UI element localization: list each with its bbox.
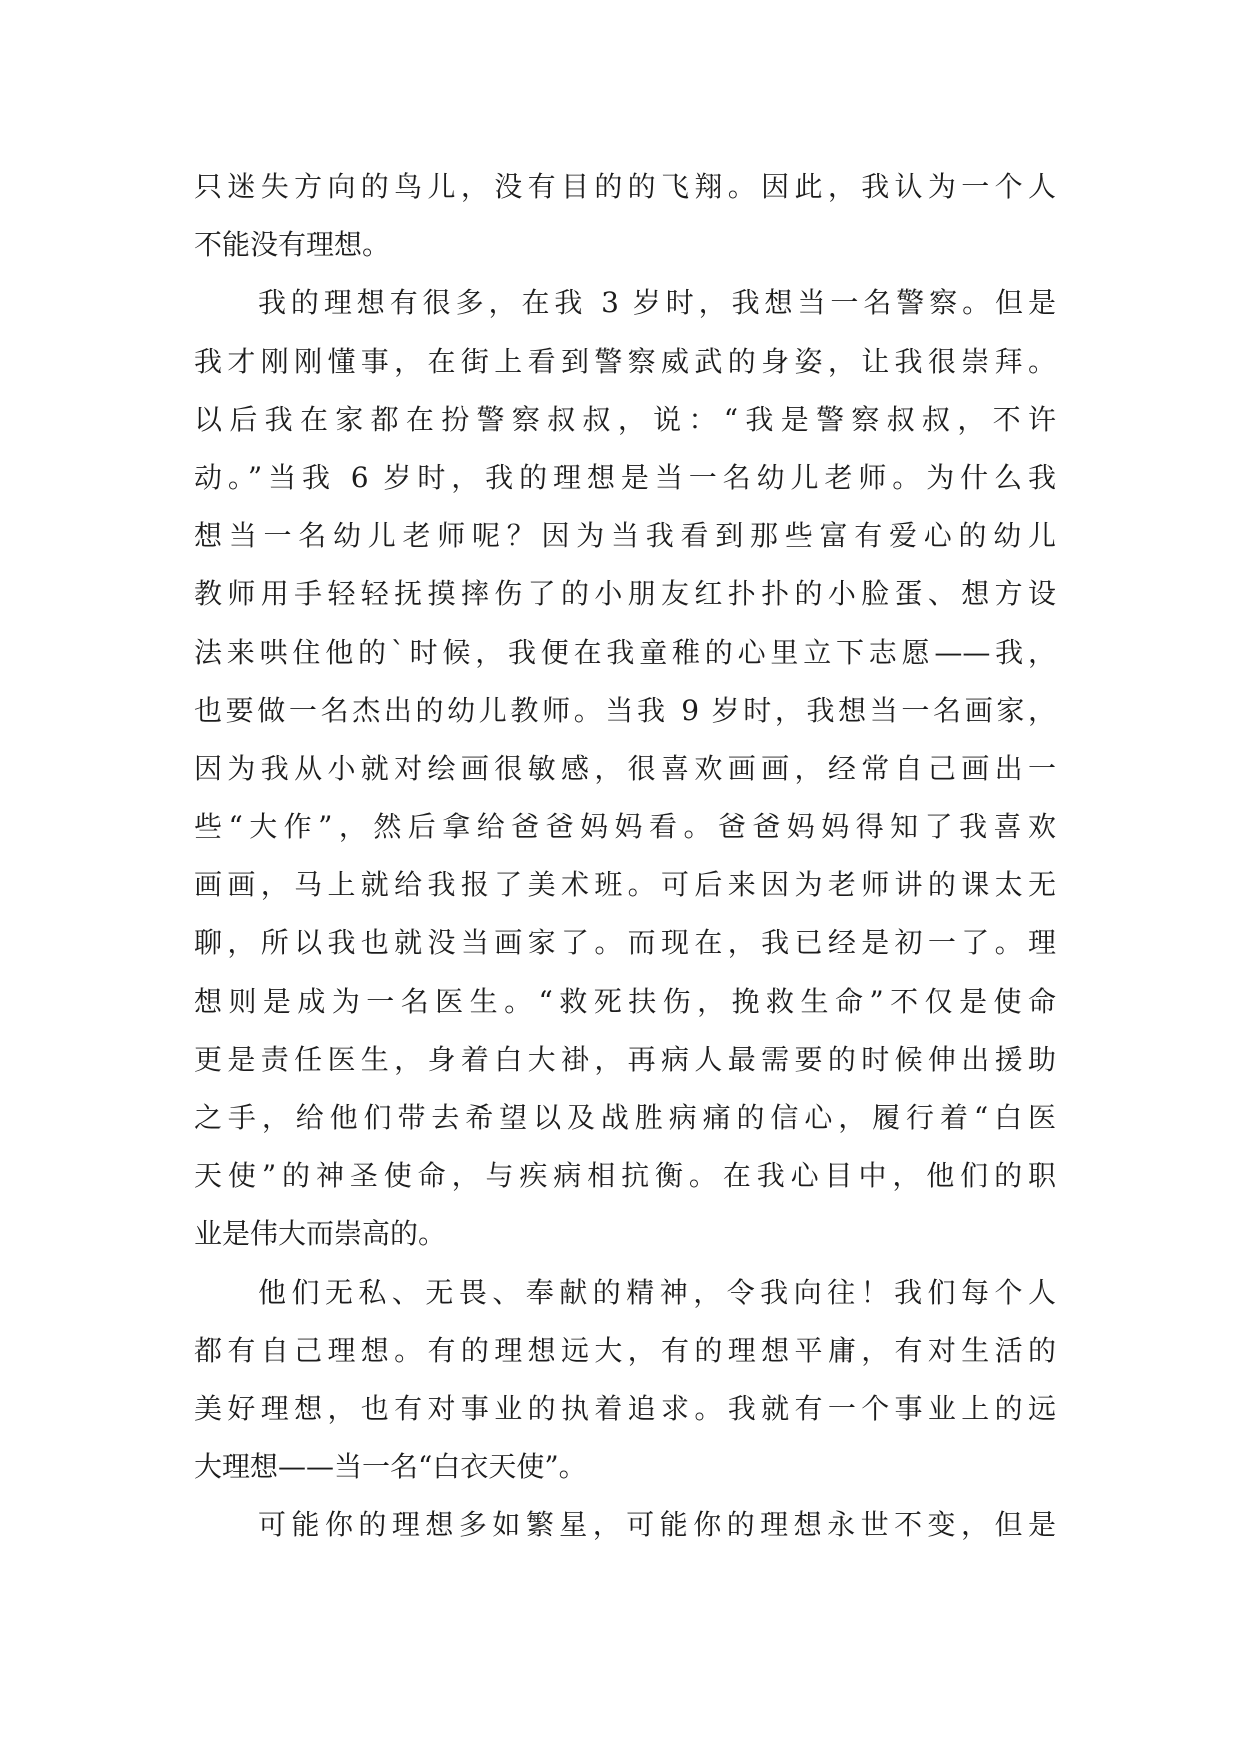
text-line: 美好理想，也有对事业的执着追求。我就有一个事业上的远: [194, 1391, 1056, 1425]
text-line: 因为我从小就对绘画很敏感，很喜欢画画，经常自己画出一: [194, 751, 1056, 785]
paragraph-4: [194, 1496, 1056, 1554]
text-line: 教师用手轻轻抚摸摔伤了的小朋友红扑扑的小脸蛋、想方设: [194, 577, 1056, 611]
text-line: 我的理想有很多，在我 3 岁时，我想当一名警察。但是: [258, 286, 1056, 320]
text-line: 更是责任医生，身着白大褂，再病人最需要的时候伸出援助: [194, 1042, 1056, 1076]
text-line: 法来哄住他的`时候，我便在我童稚的心里立下志愿——我，: [194, 635, 1056, 669]
text-line: 聊，所以我也就没当画家了。而现在，我已经是初一了。理: [194, 926, 1056, 960]
paragraph-2: [194, 274, 1056, 1263]
text-line: 只迷失方向的鸟儿，没有目的的飞翔。因此，我认为一个人: [194, 170, 1056, 203]
text-line: 业是伟大而崇高的。: [194, 1217, 447, 1251]
text-line: 可能你的理想多如繁星，可能你的理想永世不变，但是: [258, 1508, 1056, 1542]
text-line: 想则是成为一名医生。“救死扶伤，挽救生命”不仅是使命: [194, 984, 1056, 1018]
text-line: 以后我在家都在扮警察叔叔，说：“我是警察叔叔，不许: [194, 402, 1056, 436]
text-line: 之手，给他们带去希望以及战胜病痛的信心，履行着“白医: [194, 1101, 1056, 1134]
text-line: 些“大作”，然后拿给爸爸妈妈看。爸爸妈妈得知了我喜欢: [194, 810, 1056, 844]
text-line: 我才刚刚懂事，在街上看到警察威武的身姿，让我很崇拜。: [194, 344, 1056, 378]
text-line: 他们无私、无畏、奉献的精神，令我向往！我们每个人: [258, 1275, 1056, 1309]
text-line: 天使”的神圣使命，与疾病相抗衡。在我心目中，他们的职: [194, 1159, 1056, 1193]
text-line: 画画，马上就给我报了美术班。可后来因为老师讲的课太无: [194, 868, 1056, 902]
text-line: 大理想——当一名“白衣天使”。: [194, 1450, 587, 1484]
text-line: 都有自己理想。有的理想远大，有的理想平庸，有对生活的: [194, 1333, 1056, 1367]
text-line: 动。”当我 6 岁时，我的理想是当一名幼儿老师。为什么我: [194, 460, 1056, 494]
text-line: 不能没有理想。: [194, 228, 391, 262]
body-text: [194, 158, 1056, 1555]
text-line: 想当一名幼儿老师呢？因为当我看到那些富有爱心的幼儿: [194, 519, 1056, 553]
text-line: 也要做一名杰出的幼儿教师。当我 9 岁时，我想当一名画家，: [194, 693, 1056, 727]
paragraph-3: [194, 1264, 1056, 1497]
paragraph-1: [194, 158, 1056, 274]
